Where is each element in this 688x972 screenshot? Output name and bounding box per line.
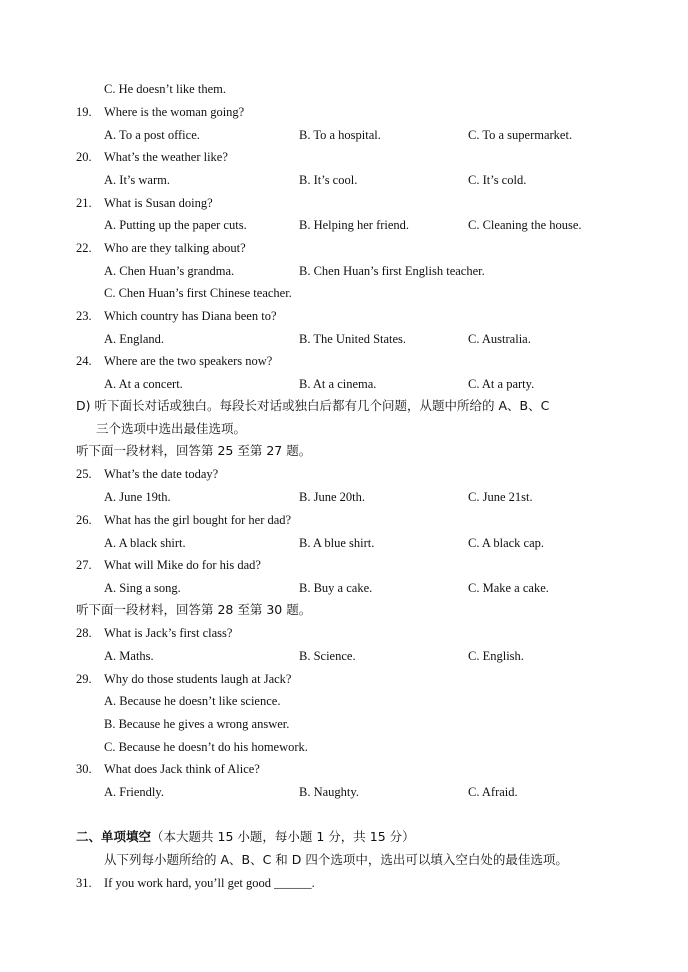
question-number: 20. xyxy=(76,150,92,164)
question-text: What is Susan doing? xyxy=(104,196,213,210)
section-2-heading xyxy=(76,829,415,845)
option-a: A. Friendly. xyxy=(104,785,164,799)
question-text: What’s the weather like? xyxy=(104,150,228,164)
option-b: B. At a cinema. xyxy=(299,377,377,391)
question-number: 30. xyxy=(76,762,92,776)
option-b: B. Chen Huan’s first English teacher. xyxy=(299,264,485,278)
option-a: A. June 19th. xyxy=(104,490,171,504)
question-text: If you work hard, you’ll get good ______. xyxy=(104,876,315,890)
question-text: Where is the woman going? xyxy=(104,105,245,119)
question-number: 26. xyxy=(76,513,92,527)
question-number: 28. xyxy=(76,626,92,640)
option-b: B. A blue shirt. xyxy=(299,536,375,550)
option-a: A. England. xyxy=(104,332,165,346)
question-text: What has the girl bought for her dad? xyxy=(104,513,292,527)
option-b: B. Helping her friend. xyxy=(299,218,410,232)
option-a: A. To a post office. xyxy=(104,128,200,142)
option-c: C. English. xyxy=(468,649,524,663)
option-c: C. Because he doesn’t do his homework. xyxy=(104,740,308,754)
option-c: C. At a party. xyxy=(468,377,535,391)
option-c: C. June 21st. xyxy=(468,490,533,504)
option-a: A. Sing a song. xyxy=(104,581,181,595)
material-heading: 听下面一段材料，回答第 25 至第 27 题。 xyxy=(76,443,312,458)
material-heading: 听下面一段材料，回答第 28 至第 30 题。 xyxy=(76,602,312,617)
section-2-instruction: 从下列每小题所给的 A、B、C 和 D 四个选项中，选出可以填入空白处的最佳选项。 xyxy=(104,852,568,867)
question-number: 31. xyxy=(76,876,92,890)
option-c: C. It’s cold. xyxy=(468,173,527,187)
q18-option-c: C. He doesn’t like them. xyxy=(104,82,226,96)
question-number: 27. xyxy=(76,558,92,572)
option-a: A. Because he doesn’t like science. xyxy=(104,694,281,708)
option-b: B. It’s cool. xyxy=(299,173,358,187)
option-c: C. Make a cake. xyxy=(468,581,549,595)
option-b: B. To a hospital. xyxy=(299,128,381,142)
option-c: C. To a supermarket. xyxy=(468,128,573,142)
option-a: A. Chen Huan’s grandma. xyxy=(104,264,235,278)
option-c: C. Afraid. xyxy=(468,785,518,799)
option-b: B. Science. xyxy=(299,649,356,663)
question-text: Where are the two speakers now? xyxy=(104,354,273,368)
option-a: A. Putting up the paper cuts. xyxy=(104,218,247,232)
section-d-instruction: D) 听下面长对话或独白。每段长对话或独白后都有几个问题，从题中所给的 A、B、C xyxy=(76,398,550,413)
question-number: 25. xyxy=(76,467,92,481)
question-number: 29. xyxy=(76,672,92,686)
option-c: C. Cleaning the house. xyxy=(468,218,582,232)
option-b: B. The United States. xyxy=(299,332,407,346)
option-a: A. It’s warm. xyxy=(104,173,170,187)
option-a: A. A black shirt. xyxy=(104,536,186,550)
option-c: C. A black cap. xyxy=(468,536,545,550)
option-c: C. Australia. xyxy=(468,332,531,346)
question-number: 22. xyxy=(76,241,92,255)
option-a: A. At a concert. xyxy=(104,377,183,391)
question-text: What is Jack’s first class? xyxy=(104,626,233,640)
section-2-title: 二、单项填空 xyxy=(76,829,152,844)
question-text: What’s the date today? xyxy=(104,467,219,481)
question-text: Who are they talking about? xyxy=(104,241,246,255)
option-b: B. Because he gives a wrong answer. xyxy=(104,717,290,731)
question-number: 21. xyxy=(76,196,92,210)
option-b: B. Naughty. xyxy=(299,785,359,799)
question-number: 19. xyxy=(76,105,92,119)
question-text: Why do those students laugh at Jack? xyxy=(104,672,292,686)
option-c: C. Chen Huan’s first Chinese teacher. xyxy=(104,286,292,300)
question-number: 24. xyxy=(76,354,92,368)
option-a: A. Maths. xyxy=(104,649,154,663)
question-number: 23. xyxy=(76,309,92,323)
option-b: B. Buy a cake. xyxy=(299,581,373,595)
question-text: What will Mike do for his dad? xyxy=(104,558,261,572)
section-d-instruction-cont: 三个选项中选出最佳选项。 xyxy=(96,421,247,436)
option-b: B. June 20th. xyxy=(299,490,365,504)
section-2-note: （本大题共 15 小题，每小题 1 分，共 15 分） xyxy=(151,829,415,844)
question-text: Which country has Diana been to? xyxy=(104,309,277,323)
question-text: What does Jack think of Alice? xyxy=(104,762,260,776)
